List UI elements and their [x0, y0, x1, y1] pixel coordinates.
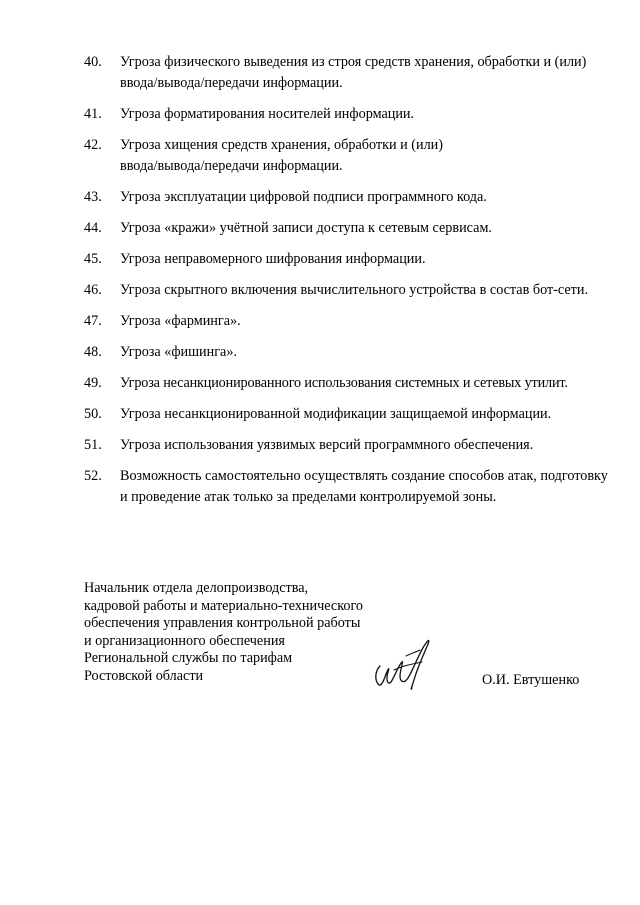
list-item — [84, 435, 614, 456]
position-line: Региональной службы по тарифам — [84, 650, 293, 666]
list-item — [84, 404, 614, 425]
item-number: 50. — [84, 406, 102, 422]
item-text: Угроза эксплуатации цифровой подписи программного кода. — [120, 189, 487, 205]
item-number: 52. — [84, 468, 102, 484]
threat-list — [84, 52, 614, 518]
signatory-position — [84, 580, 604, 685]
item-number: 46. — [84, 282, 102, 298]
position-line: Начальник отдела делопроизводства, — [84, 580, 309, 596]
list-item — [84, 52, 614, 94]
item-text: Угроза использования уязвимых версий программного обеспечения. — [120, 437, 534, 453]
item-text: Угроза хищения средств хранения, обработки и (или) ввода/вывода/передачи информации. — [120, 137, 443, 174]
item-text: Угроза форматирования носителей информации. — [120, 106, 415, 122]
handwritten-signature — [368, 636, 440, 694]
item-text: Угроза несанкционированного использования системных и сетевых утилит. — [120, 375, 568, 391]
item-text: Угроза неправомерного шифрования информации. — [120, 251, 426, 267]
position-line: и организационного обеспечения — [84, 632, 285, 649]
item-number: 40. — [84, 54, 102, 70]
signer-name: О.И. Евтушенко — [482, 672, 580, 688]
item-number: 48. — [84, 344, 102, 360]
item-number: 51. — [84, 437, 102, 453]
item-number: 43. — [84, 189, 102, 205]
item-text: Угроза несанкционированной модификации защищаемой информации. — [120, 406, 552, 422]
item-number: 47. — [84, 313, 102, 329]
list-item — [84, 342, 614, 363]
list-item — [84, 280, 614, 301]
item-number: 42. — [84, 137, 102, 153]
position-line: Ростовской области — [84, 667, 204, 684]
item-text: Угроза скрытного включения вычислительного устройства в состав бот-сети. — [120, 282, 589, 298]
item-text: Угроза «фишинга». — [120, 344, 237, 360]
item-text: Угроза физического выведения из строя средств хранения, обработки и (или) ввода/вывода/передачи информации. — [120, 54, 587, 91]
item-text: Угроза «кражи» учётной записи доступа к сетевым сервисам. — [120, 220, 492, 236]
item-number: 44. — [84, 220, 102, 236]
item-number: 45. — [84, 251, 102, 267]
list-item — [84, 249, 614, 270]
list-item — [84, 135, 614, 177]
item-text: Угроза «фарминга». — [120, 313, 241, 329]
position-line: кадровой работы и материально-технического — [84, 597, 364, 614]
position-line: обеспечения управления контрольной работы — [84, 615, 361, 631]
list-item — [84, 187, 614, 208]
list-item — [84, 104, 614, 125]
item-number: 41. — [84, 106, 102, 122]
list-item — [84, 218, 614, 239]
item-text: Возможность самостоятельно осуществлять создание способов атак, подготовку и проведение атак только за пределами контролируемой зоны. — [120, 468, 608, 505]
list-item — [84, 373, 614, 394]
list-item — [84, 311, 614, 332]
item-number: 49. — [84, 375, 102, 391]
list-item — [84, 466, 614, 508]
